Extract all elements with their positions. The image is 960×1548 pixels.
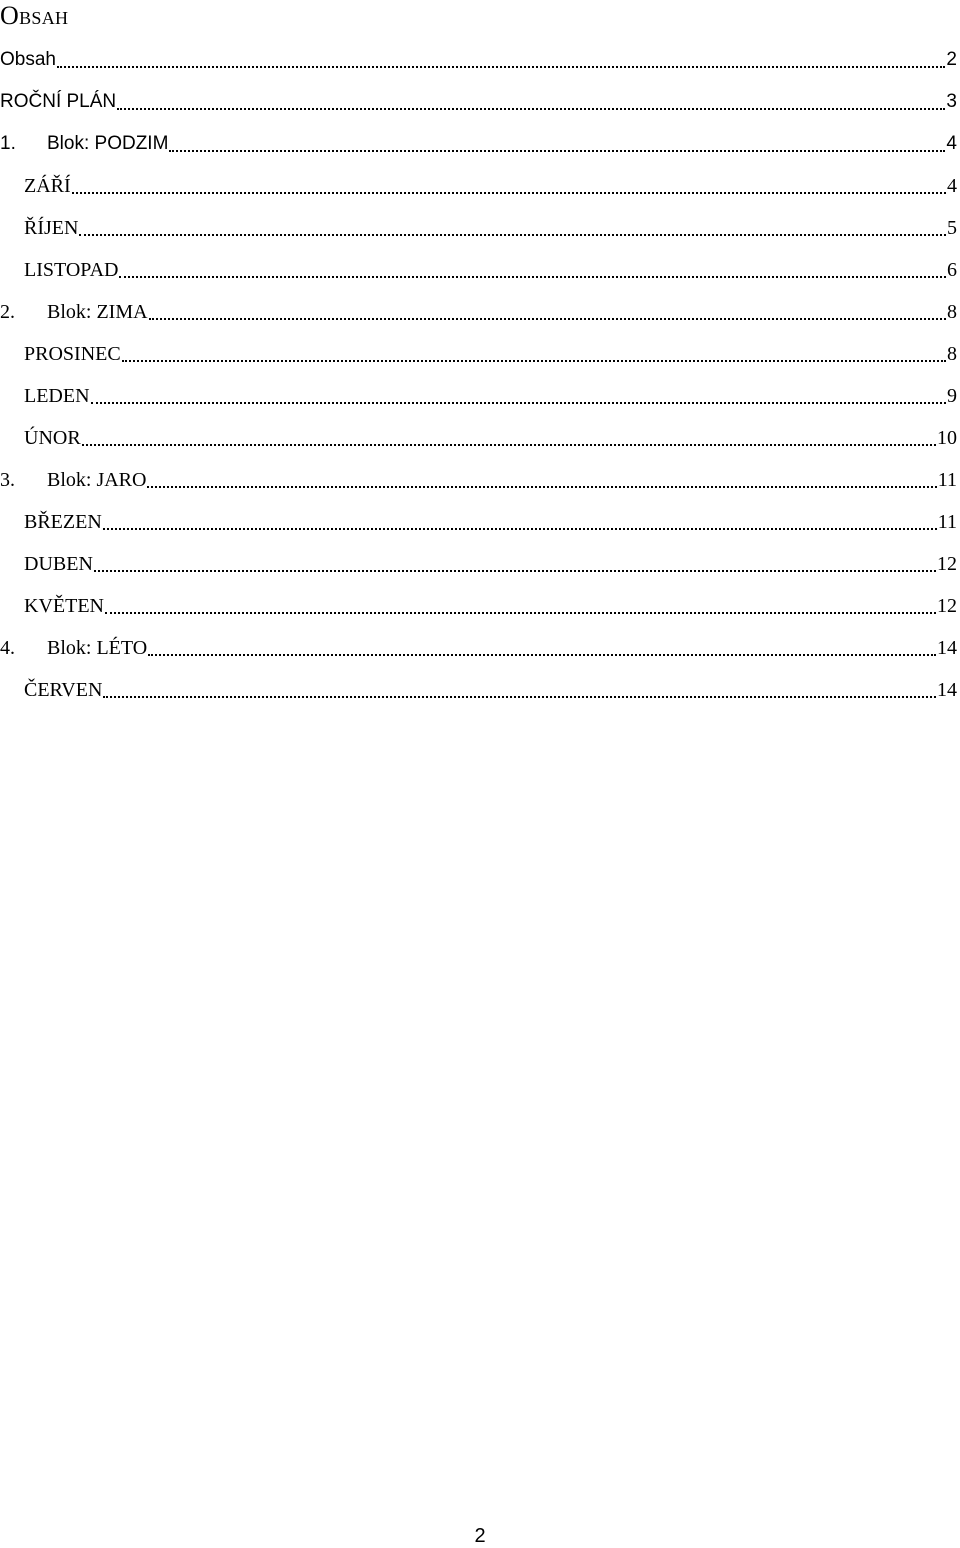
toc-entry-page[interactable]: 10 <box>937 427 957 449</box>
toc-dot-leader <box>103 527 937 530</box>
toc-entry[interactable] <box>0 250 960 292</box>
toc-entry-page[interactable]: 9 <box>947 385 957 407</box>
toc-entry-title[interactable]: ZÁŘÍ <box>24 175 71 197</box>
toc-entry-title[interactable]: Blok: ZIMA <box>47 301 148 323</box>
toc-entry[interactable] <box>0 586 960 628</box>
toc-entry-number: 4. <box>0 637 15 659</box>
toc-entry-title[interactable]: Blok: JARO <box>47 469 147 491</box>
toc-entry-page[interactable]: 12 <box>937 553 957 575</box>
toc-dot-leader <box>119 275 946 278</box>
toc-entry-page[interactable]: 8 <box>947 343 957 365</box>
toc-entry-page[interactable]: 4 <box>946 133 957 154</box>
table-of-contents <box>0 40 960 712</box>
toc-entry[interactable] <box>0 670 960 712</box>
toc-entry-title[interactable]: ÚNOR <box>24 427 81 449</box>
toc-entry-page[interactable]: 8 <box>947 301 957 323</box>
toc-dot-leader <box>105 611 936 614</box>
toc-dot-leader <box>82 443 936 446</box>
toc-entry-page[interactable]: 11 <box>937 469 957 491</box>
toc-entry-page[interactable]: 14 <box>937 637 957 659</box>
toc-entry-page[interactable]: 3 <box>946 91 957 112</box>
toc-entry-page[interactable]: 12 <box>937 595 957 617</box>
toc-entry[interactable] <box>0 544 960 586</box>
toc-entry[interactable] <box>0 82 960 124</box>
toc-dot-leader <box>122 359 946 362</box>
toc-entry[interactable] <box>0 502 960 544</box>
toc-dot-leader <box>94 569 936 572</box>
toc-dot-leader <box>147 485 936 488</box>
toc-dot-leader <box>72 191 946 194</box>
toc-dot-leader <box>57 65 945 68</box>
toc-entry-title[interactable]: LISTOPAD <box>24 259 119 281</box>
toc-dot-leader <box>149 317 946 320</box>
toc-entry[interactable] <box>0 292 960 334</box>
page-title: Obsah <box>0 1 69 30</box>
toc-entry-title[interactable]: ČERVEN <box>24 679 103 701</box>
toc-entry-page[interactable]: 14 <box>937 679 957 701</box>
toc-entry-title[interactable]: Blok: PODZIM <box>47 133 169 154</box>
toc-entry-page[interactable]: 4 <box>947 175 957 197</box>
toc-entry-page[interactable]: 11 <box>937 511 957 533</box>
toc-entry[interactable] <box>0 334 960 376</box>
page-number: 2 <box>474 1525 486 1547</box>
toc-entry-title[interactable]: ŘÍJEN <box>24 217 79 239</box>
toc-entry[interactable] <box>0 166 960 208</box>
toc-entry[interactable] <box>0 460 960 502</box>
toc-entry[interactable] <box>0 124 960 166</box>
toc-entry-page[interactable]: 6 <box>947 259 957 281</box>
toc-entry[interactable] <box>0 208 960 250</box>
toc-dot-leader <box>117 107 945 110</box>
toc-entry-number: 1. <box>0 133 16 154</box>
toc-dot-leader <box>79 233 946 236</box>
toc-entry-number: 2. <box>0 301 15 323</box>
toc-entry[interactable] <box>0 40 960 82</box>
toc-entry-page[interactable]: 2 <box>946 49 957 70</box>
toc-entry-title[interactable]: KVĚTEN <box>24 595 104 617</box>
toc-dot-leader <box>148 653 936 656</box>
toc-dot-leader <box>103 695 936 698</box>
toc-entry-title[interactable]: Obsah <box>0 49 56 70</box>
toc-entry-title[interactable]: BŘEZEN <box>24 511 102 533</box>
toc-entry-page[interactable]: 5 <box>947 217 957 239</box>
toc-entry-title[interactable]: ROČNÍ PLÁN <box>0 91 117 112</box>
toc-entry[interactable] <box>0 376 960 418</box>
toc-entry-title[interactable]: DUBEN <box>24 553 93 575</box>
toc-entry[interactable] <box>0 628 960 670</box>
toc-dot-leader <box>91 401 946 404</box>
toc-dot-leader <box>169 149 945 152</box>
toc-entry-title[interactable]: PROSINEC <box>24 343 121 365</box>
toc-entry-title[interactable]: LEDEN <box>24 385 90 407</box>
toc-entry[interactable] <box>0 418 960 460</box>
toc-entry-title[interactable]: Blok: LÉTO <box>47 637 148 659</box>
toc-entry-number: 3. <box>0 469 15 491</box>
